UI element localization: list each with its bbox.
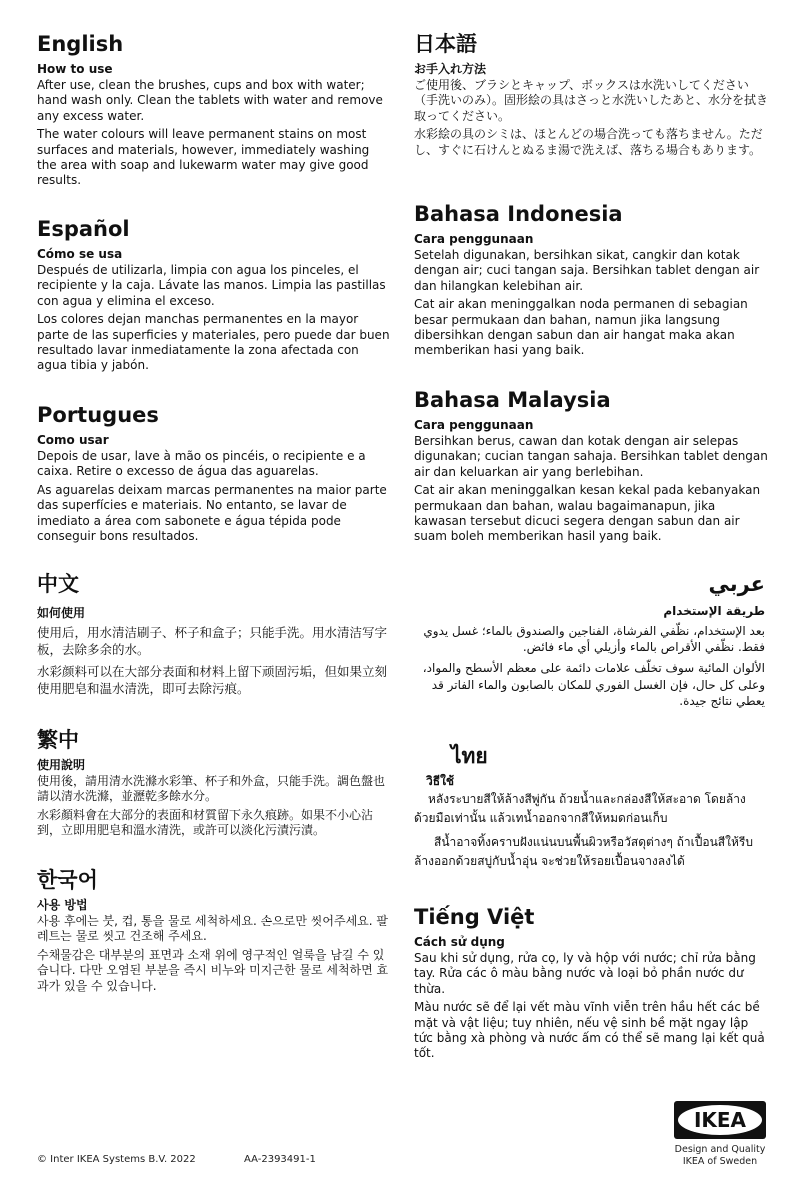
section-title: Bahasa Indonesia (414, 202, 623, 226)
section-thai (414, 745, 766, 873)
section-english (37, 33, 392, 192)
section-heading: 使用說明 (37, 758, 86, 773)
section-title: Portugues (37, 403, 159, 427)
section-heading: お手入れ方法 (414, 62, 487, 77)
section-title: 中文 (37, 572, 79, 596)
section-title: Español (37, 217, 130, 241)
section-title: عربي (708, 572, 765, 596)
section-title: ไทย (451, 744, 488, 768)
paragraph: 使用後，請用清水洗滌水彩筆、杯子和外盒，只能手洗。調色盤也請以清水洗滌，並瀝乾多餘水分。 (37, 774, 386, 804)
paragraph: Sau khi sử dụng, rửa cọ, ly và hộp với nước; chỉ rửa bằng tay. Rửa các ô màu bằng nước và loại bỏ phần nước dư thừa. (414, 951, 756, 996)
paragraph: 수채물감은 대부분의 표면과 소재 위에 영구적인 얼룩을 남길 수 있습니다. 다만 오염된 부분을 즉시 비누와 미지근한 물로 세척하면 효과가 있을 수 있습니다. (37, 947, 389, 993)
section-title: 한국어 (37, 868, 98, 892)
paragraph: Màu nước sẽ để lại vết màu vĩnh viễn trên hầu hết các bề mặt và vật liệu; tuy nhiên, nếu vệ sinh bề mặt ngay lập tức bằng xà phòng và nước ấm có thể sẽ mang lại kết quả tốt. (414, 1000, 765, 1061)
section-title: Bahasa Malaysia (414, 388, 611, 412)
paragraph: 사용 후에는 붓, 컵, 통을 물로 세척하세요. 손으로만 씻어주세요. 팔레트는 물로 씻고 건조해 주세요. (37, 914, 388, 944)
section-indonesian (414, 203, 769, 362)
paragraph: 使用后，用水清洁刷子、杯子和盒子；只能手洗。用水清洁写字板，去除多余的水。 (37, 625, 388, 657)
logo-wordmark: IKEA (693, 1108, 747, 1132)
paragraph: Cat air akan meninggalkan kesan kekal pada kebanyakan permukaan dan bahan, walau bagaimanapun, jika kawasan tersebut dicuci segera dengan sabun dan air suam boleh memberikan hasil yang baik. (414, 483, 761, 544)
paragraph: 水彩絵の具のシミは、ほとんどの場合洗っても落ちません。ただし、すぐに石けんとぬるま湯で洗えば、落ちる場合もあります。 (414, 127, 763, 157)
section-spanish (37, 218, 392, 377)
section-heading: Cách sử dụng (414, 935, 505, 950)
section-traditional-chinese (37, 729, 392, 842)
section-title: 繁中 (37, 728, 79, 752)
section-arabic (410, 573, 765, 712)
paragraph: สีน้ำอาจทิ้งคราบฝังแน่นบนพื้นผิวหรือวัสดุต่างๆ ถ้าเปื้อนสีให้รีบล้างออกด้วยสบู่กับน้ำอุ่น จะช่วยให้รอยเปื้อนจางลงได้ (414, 835, 753, 868)
section-heading: Cómo se usa (37, 247, 123, 262)
paragraph: หลังระบายสีให้ล้างสีพู่กัน ถ้วยน้ำและกล่องสีให้สะอาด โดยล้างด้วยมือเท่านั้น แล้วเทน้ำออกจากสีให้หมดก่อนเก็บ (414, 792, 746, 825)
paragraph: Depois de usar, lave à mão os pincéis, o recipiente e a caixa. Retire o excesso de água das aguarelas. (37, 449, 366, 479)
paragraph: Setelah digunakan, bersihkan sikat, cangkir dan kotak dengan air; cuci tangan saja. Bersihkan tablet dengan air dan hilangkan kelebihan air. (414, 248, 760, 293)
logo-tagline-origin: IKEA of Sweden (682, 1155, 758, 1167)
paragraph: ご使用後、ブラシとキャップ、ボックスは水洗いしてください（手洗いのみ）。固形絵の具はさっと水洗いしたあと、水分を拭き取ってください。 (414, 78, 769, 123)
paragraph: Después de utilizarla, limpia con agua los pinceles, el recipiente y la caja. Lávate las manos. Limpia las pastillas con agua y elimina el exceso. (37, 263, 386, 308)
section-portuguese (37, 404, 392, 547)
section-title: 日本語 (414, 32, 477, 56)
section-japanese (414, 33, 769, 161)
paragraph: 水彩顏料會在大部分的表面和材質留下永久痕跡。如果不小心沾到，立即用肥皂和溫水清洗，或許可以淡化污漬污漬。 (37, 807, 374, 838)
section-heading: طريقة الإستخدام (663, 604, 765, 619)
paragraph: Los colores dejan manchas permanentes en la mayor parte de las superficies y materiales, pero puede dar buen resultado lavar inmediatamente la zona afectada con agua tibia y jabón. (37, 312, 390, 373)
section-heading: Como usar (37, 433, 109, 448)
ikea-logo (672, 1100, 768, 1168)
section-heading: How to use (37, 62, 113, 77)
paragraph: The water colours will leave permanent stains on most surfaces and materials, however, immediately washing the area with soap and lukewarm water may give good results. (37, 127, 370, 188)
section-title: English (37, 32, 124, 56)
section-heading: 如何使用 (37, 606, 86, 621)
paragraph: Bersihkan berus, cawan dan kotak dengan air selepas digunakan; cucian tangan sahaja. Bersihkan tablet dengan air dan keluarkan air yang berlebihan. (414, 434, 768, 479)
ikea-logo-icon (673, 1100, 767, 1140)
section-heading: 사용 방법 (37, 898, 88, 913)
paragraph: بعد الإستخدام، نظّفي الفرشاة، الفناجين والصندوق بالماء؛ غسل يدوي فقط. نظّفي الأقراص بالماء وأزيلي أي ماء فائض. (423, 624, 765, 655)
footer-copyright: © Inter IKEA Systems B.V. 2022 (37, 1154, 196, 1165)
paragraph: As aguarelas deixam marcas permanentes na maior parte das superfícies e materiais. No entanto, se lavar de imediato a área com sabonete e água tépida pode conseguir bons resultados. (37, 482, 387, 543)
section-heading: วิธีใช้ (426, 774, 455, 789)
section-heading: Cara penggunaan (414, 418, 534, 433)
logo-tagline: Design and Quality (674, 1144, 766, 1155)
section-korean (37, 869, 392, 997)
section-vietnamese (414, 906, 769, 1065)
section-malaysian (414, 389, 769, 548)
paragraph: الألوان المائية سوف تخلّف علامات دائمة على معظم الأسطح والمواد، وعلى كل حال، فإن الغسل الفوري للمكان بالصابون والماء الفاتر قد يعطي نتائج جيدة. (422, 661, 765, 708)
footer-document-code: AA-2393491-1 (244, 1154, 316, 1165)
section-chinese (37, 573, 392, 701)
section-title: Tiếng Việt (414, 905, 535, 929)
paragraph: After use, clean the brushes, cups and box with water; hand wash only. Clean the tablets with water and remove any excess water. (37, 78, 383, 123)
paragraph: Cat air akan meninggalkan noda permanen di sebagian besar permukaan dan bahan, namun jika langsung dibersihkan dengan sabun dan air hangat maka akan memberikan hasi yang baik. (414, 297, 748, 358)
section-heading: Cara penggunaan (414, 232, 534, 247)
paragraph: 水彩颜料可以在大部分表面和材料上留下顽固污垢，但如果立刻使用肥皂和温水清洗，即可去除污痕。 (37, 663, 388, 696)
